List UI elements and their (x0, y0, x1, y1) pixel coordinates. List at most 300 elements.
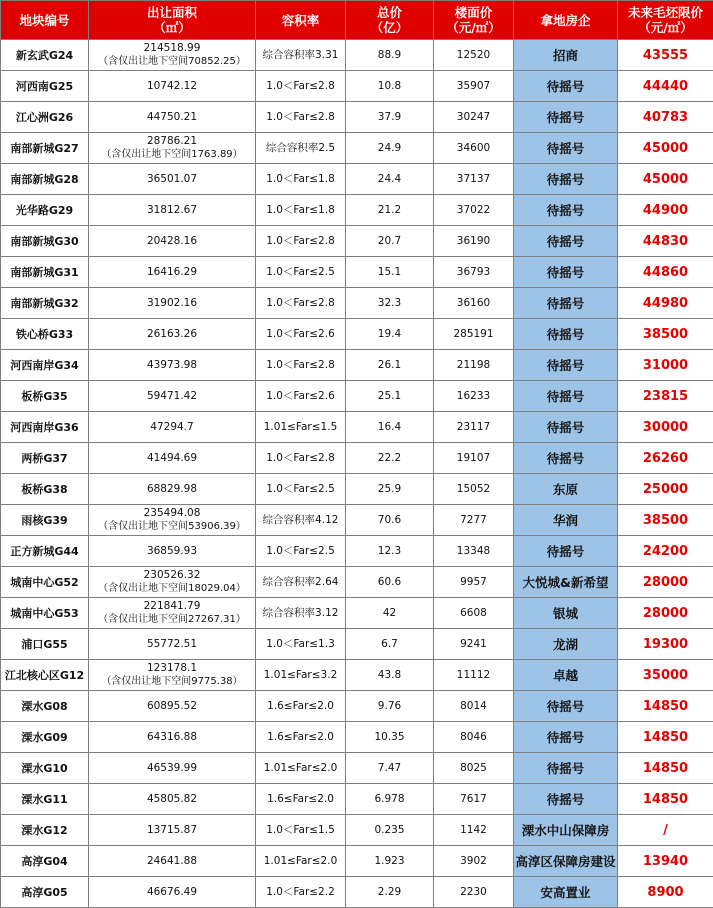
limit-price-cell-value: 28000 (643, 575, 688, 590)
total-price-cell-value: 37.9 (378, 111, 401, 123)
far-cell-value: 综合容积率3.31 (263, 49, 339, 61)
floor-price-cell (434, 71, 514, 102)
area-note: （含仅出让地下空间9775.38） (89, 675, 255, 688)
area-cell (89, 40, 256, 71)
developer-cell-value: 华润 (553, 513, 578, 528)
area-note: （含仅出让地下空间18029.04） (89, 582, 255, 595)
area-cell-value: 64316.88 (147, 731, 197, 743)
floor-price-cell (434, 815, 514, 846)
limit-price-cell-value: 19300 (643, 637, 688, 652)
limit-price-cell-value: 26260 (643, 451, 688, 466)
area-cell (89, 722, 256, 753)
floor-price-cell (434, 474, 514, 505)
total-price-cell (346, 598, 434, 629)
area-cell-value: 24641.88 (147, 855, 197, 867)
plot-cell-value: 南部新城G28 (10, 173, 78, 186)
table-row (1, 474, 713, 505)
area-cell-value: 36859.93 (147, 545, 197, 557)
total-price-cell (346, 381, 434, 412)
total-price-cell (346, 815, 434, 846)
area-cell-value: 20428.16 (147, 235, 197, 247)
plot-cell (1, 319, 89, 350)
plot-cell-value: 高淳G04 (21, 855, 67, 868)
far-cell (256, 288, 346, 319)
floor-price-cell (434, 133, 514, 164)
floor-price-cell-value: 8046 (460, 731, 487, 743)
far-cell (256, 133, 346, 164)
plot-cell-value: 板桥G38 (21, 483, 67, 496)
table-row (1, 753, 713, 784)
total-price-cell-value: 21.2 (378, 204, 401, 216)
developer-cell-value: 龙湖 (553, 637, 578, 652)
plot-cell (1, 350, 89, 381)
floor-price-cell (434, 226, 514, 257)
limit-price-cell (618, 784, 713, 815)
floor-price-cell-value: 7617 (460, 793, 487, 805)
total-price-cell-value: 15.1 (378, 266, 401, 278)
far-cell-value: 1.01≤Far≤2.0 (264, 762, 338, 774)
area-cell (89, 412, 256, 443)
far-cell (256, 784, 346, 815)
header-area (89, 1, 256, 40)
floor-price-cell-value: 36160 (457, 297, 490, 309)
area-cell (89, 505, 256, 536)
plot-cell (1, 815, 89, 846)
developer-cell (514, 815, 618, 846)
far-cell (256, 412, 346, 443)
table-row (1, 567, 713, 598)
limit-price-cell (618, 412, 713, 443)
total-price-cell-value: 43.8 (378, 669, 401, 681)
developer-cell (514, 722, 618, 753)
area-cell-value: 45805.82 (147, 793, 197, 805)
floor-price-cell-value: 37022 (457, 204, 490, 216)
developer-cell-value: 待摇号 (547, 451, 585, 466)
far-cell (256, 815, 346, 846)
floor-price-cell-value: 34600 (457, 142, 490, 154)
developer-cell-value: 待摇号 (547, 792, 585, 807)
header-label: 地块编号 (19, 13, 69, 28)
total-price-cell-value: 6.7 (381, 638, 398, 650)
limit-price-cell (618, 40, 713, 71)
total-price-cell (346, 195, 434, 226)
total-price-cell-value: 10.8 (378, 80, 401, 92)
plot-cell-value: 南部新城G31 (10, 266, 78, 279)
total-price-cell-value: 2.29 (378, 886, 401, 898)
floor-price-cell (434, 722, 514, 753)
plot-cell (1, 660, 89, 691)
plot-cell-value: 南部新城G27 (10, 142, 78, 155)
table-row (1, 412, 713, 443)
floor-price-cell (434, 195, 514, 226)
far-cell-value: 1.01≤Far≤3.2 (264, 669, 338, 681)
floor-price-cell (434, 443, 514, 474)
developer-cell (514, 629, 618, 660)
developer-cell (514, 660, 618, 691)
total-price-cell (346, 443, 434, 474)
floor-price-cell (434, 381, 514, 412)
plot-cell-value: 城南中心G53 (10, 607, 78, 620)
developer-cell (514, 505, 618, 536)
total-price-cell (346, 722, 434, 753)
developer-cell-value: 待摇号 (547, 296, 585, 311)
far-cell (256, 195, 346, 226)
developer-cell (514, 784, 618, 815)
area-cell-value: 31812.67 (147, 204, 197, 216)
limit-price-cell-value: 8900 (647, 885, 683, 900)
far-cell-value: 1.0＜Far≤2.6 (266, 390, 335, 402)
floor-price-cell (434, 505, 514, 536)
limit-price-cell (618, 195, 713, 226)
limit-price-cell-value: 30000 (643, 420, 688, 435)
table-body (1, 40, 713, 908)
header-unit: （元/㎡） (446, 20, 501, 35)
plot-cell (1, 567, 89, 598)
limit-price-cell (618, 226, 713, 257)
floor-price-cell (434, 660, 514, 691)
floor-price-cell-value: 36793 (457, 266, 490, 278)
total-price-cell-value: 9.76 (378, 700, 401, 712)
floor-price-cell (434, 598, 514, 629)
plot-cell (1, 877, 89, 908)
area-cell (89, 381, 256, 412)
plot-cell-value: 河西南岸G34 (10, 359, 78, 372)
floor-price-cell (434, 691, 514, 722)
area-cell (89, 319, 256, 350)
total-price-cell (346, 71, 434, 102)
plot-cell (1, 257, 89, 288)
far-cell (256, 753, 346, 784)
plot-cell-value: 溧水G11 (21, 793, 67, 806)
limit-price-cell (618, 753, 713, 784)
area-cell (89, 536, 256, 567)
table-row (1, 40, 713, 71)
header-label: 总价 (377, 5, 402, 20)
limit-price-cell (618, 660, 713, 691)
area-cell (89, 784, 256, 815)
floor-price-cell (434, 257, 514, 288)
floor-price-cell (434, 536, 514, 567)
table-row (1, 815, 713, 846)
developer-cell (514, 71, 618, 102)
header-row (1, 1, 713, 40)
floor-price-cell-value: 23117 (457, 421, 490, 433)
area-note: （含仅出让地下空间27267.31） (89, 613, 255, 626)
limit-price-cell-value: 14850 (643, 761, 688, 776)
plot-cell (1, 381, 89, 412)
area-cell (89, 567, 256, 598)
plot-cell-value: 南部新城G32 (10, 297, 78, 310)
table-row (1, 536, 713, 567)
table-row (1, 381, 713, 412)
total-price-cell (346, 257, 434, 288)
plot-cell (1, 598, 89, 629)
limit-price-cell (618, 877, 713, 908)
area-cell (89, 877, 256, 908)
limit-price-cell (618, 319, 713, 350)
header-far (256, 1, 346, 40)
area-cell-value: 13715.87 (147, 824, 197, 836)
area-cell (89, 691, 256, 722)
total-price-cell (346, 784, 434, 815)
far-cell-value: 1.0＜Far≤2.8 (266, 80, 335, 92)
header-label: 容积率 (282, 13, 320, 28)
limit-price-cell-value: 44830 (643, 234, 688, 249)
area-cell-value: 46539.99 (147, 762, 197, 774)
limit-price-cell-value: 13940 (643, 854, 688, 869)
area-cell-value: 10742.12 (147, 80, 197, 92)
header-plot (1, 1, 89, 40)
developer-cell-value: 银城 (553, 606, 578, 621)
floor-price-cell-value: 13348 (457, 545, 490, 557)
area-cell-value: 31902.16 (147, 297, 197, 309)
developer-cell-value: 待摇号 (547, 730, 585, 745)
area-cell (89, 226, 256, 257)
total-price-cell (346, 350, 434, 381)
area-cell-value: 214518.99 (144, 42, 201, 54)
limit-price-cell (618, 474, 713, 505)
total-price-cell (346, 846, 434, 877)
plot-cell-value: 江心洲G26 (16, 111, 73, 124)
limit-price-cell (618, 133, 713, 164)
far-cell (256, 474, 346, 505)
far-cell (256, 226, 346, 257)
floor-price-cell (434, 319, 514, 350)
floor-price-cell (434, 164, 514, 195)
total-price-cell-value: 10.35 (374, 731, 404, 743)
floor-price-cell-value: 15052 (457, 483, 490, 495)
total-price-cell-value: 24.9 (378, 142, 401, 154)
area-cell (89, 753, 256, 784)
limit-price-cell (618, 815, 713, 846)
developer-cell (514, 257, 618, 288)
header-unit: （元/㎡） (638, 20, 693, 35)
total-price-cell (346, 319, 434, 350)
floor-price-cell-value: 9241 (460, 638, 487, 650)
total-price-cell (346, 226, 434, 257)
developer-cell (514, 319, 618, 350)
limit-price-cell (618, 443, 713, 474)
far-cell-value: 1.0＜Far≤2.8 (266, 452, 335, 464)
total-price-cell (346, 102, 434, 133)
area-cell (89, 350, 256, 381)
developer-cell-value: 待摇号 (547, 141, 585, 156)
far-cell-value: 1.0＜Far≤2.8 (266, 359, 335, 371)
area-cell (89, 288, 256, 319)
developer-cell (514, 102, 618, 133)
floor-price-cell-value: 12520 (457, 49, 490, 61)
area-cell-value: 68829.98 (147, 483, 197, 495)
developer-cell-value: 待摇号 (547, 265, 585, 280)
plot-cell (1, 784, 89, 815)
total-price-cell (346, 753, 434, 784)
limit-price-cell-value: 35000 (643, 668, 688, 683)
developer-cell-value: 安高置业 (540, 885, 590, 900)
plot-cell-value: 南部新城G30 (10, 235, 78, 248)
area-cell-value: 26163.26 (147, 328, 197, 340)
plot-cell-value: 板桥G35 (21, 390, 67, 403)
limit-price-cell-value: 45000 (643, 172, 688, 187)
total-price-cell (346, 536, 434, 567)
developer-cell (514, 846, 618, 877)
far-cell-value: 综合容积率4.12 (263, 514, 339, 526)
total-price-cell-value: 24.4 (378, 173, 401, 185)
area-cell (89, 815, 256, 846)
limit-price-cell (618, 350, 713, 381)
area-cell (89, 443, 256, 474)
area-cell (89, 133, 256, 164)
developer-cell-value: 待摇号 (547, 327, 585, 342)
limit-price-cell-value: 40783 (643, 110, 688, 125)
plot-cell-value: 两桥G37 (21, 452, 67, 465)
far-cell-value: 1.0＜Far≤2.5 (266, 266, 335, 278)
far-cell (256, 102, 346, 133)
total-price-cell-value: 88.9 (378, 49, 401, 61)
plot-cell (1, 102, 89, 133)
far-cell-value: 1.0＜Far≤2.2 (266, 886, 335, 898)
far-cell-value: 1.0＜Far≤2.5 (266, 545, 335, 557)
table-row (1, 846, 713, 877)
table-row (1, 102, 713, 133)
limit-price-cell (618, 381, 713, 412)
floor-price-cell (434, 350, 514, 381)
limit-price-cell-value: 24200 (643, 544, 688, 559)
total-price-cell-value: 19.4 (378, 328, 401, 340)
area-cell (89, 164, 256, 195)
floor-price-cell (434, 877, 514, 908)
developer-cell-value: 待摇号 (547, 699, 585, 714)
area-cell-value: 59471.42 (147, 390, 197, 402)
plot-cell (1, 846, 89, 877)
developer-cell (514, 443, 618, 474)
developer-cell (514, 164, 618, 195)
limit-price-cell (618, 164, 713, 195)
far-cell (256, 350, 346, 381)
area-note: （含仅出让地下空间53906.39） (89, 520, 255, 533)
limit-price-cell-value: 38500 (643, 513, 688, 528)
far-cell (256, 536, 346, 567)
floor-price-cell-value: 2230 (460, 886, 487, 898)
table-row (1, 629, 713, 660)
developer-cell (514, 753, 618, 784)
plot-cell (1, 443, 89, 474)
limit-price-cell-value: 44440 (643, 79, 688, 94)
area-cell (89, 195, 256, 226)
developer-cell-value: 待摇号 (547, 389, 585, 404)
total-price-cell (346, 660, 434, 691)
developer-cell (514, 133, 618, 164)
developer-cell-value: 待摇号 (547, 203, 585, 218)
header-label: 未来毛坯限价 (628, 5, 703, 20)
far-cell-value: 1.01≤Far≤1.5 (264, 421, 338, 433)
far-cell-value: 1.0＜Far≤2.5 (266, 483, 335, 495)
far-cell (256, 257, 346, 288)
area-cell (89, 598, 256, 629)
header-floor-price (434, 1, 514, 40)
plot-cell (1, 753, 89, 784)
developer-cell (514, 40, 618, 71)
far-cell (256, 846, 346, 877)
total-price-cell-value: 32.3 (378, 297, 401, 309)
table-row (1, 133, 713, 164)
far-cell (256, 629, 346, 660)
total-price-cell-value: 60.6 (378, 576, 401, 588)
floor-price-cell-value: 1142 (460, 824, 487, 836)
limit-price-cell-value: 44900 (643, 203, 688, 218)
developer-cell-value: 待摇号 (547, 544, 585, 559)
total-price-cell-value: 20.7 (378, 235, 401, 247)
developer-cell (514, 412, 618, 443)
far-cell (256, 40, 346, 71)
far-cell-value: 1.01≤Far≤2.0 (264, 855, 338, 867)
floor-price-cell-value: 3902 (460, 855, 487, 867)
area-cell-value: 44750.21 (147, 111, 197, 123)
developer-cell-value: 溧水中山保障房 (522, 823, 610, 838)
total-price-cell (346, 133, 434, 164)
far-cell-value: 1.0＜Far≤2.8 (266, 111, 335, 123)
header-total (346, 1, 434, 40)
floor-price-cell-value: 285191 (453, 328, 493, 340)
floor-price-cell (434, 288, 514, 319)
developer-cell-value: 待摇号 (547, 358, 585, 373)
plot-cell-value: 正方新城G44 (10, 545, 78, 558)
table-row (1, 722, 713, 753)
far-cell (256, 598, 346, 629)
plot-cell (1, 505, 89, 536)
far-cell-value: 1.0＜Far≤2.6 (266, 328, 335, 340)
limit-price-cell-value: 44980 (643, 296, 688, 311)
header-label: 拿地房企 (540, 13, 590, 28)
area-cell (89, 660, 256, 691)
far-cell (256, 567, 346, 598)
far-cell-value: 1.6≤Far≤2.0 (267, 793, 334, 805)
table-row (1, 660, 713, 691)
area-cell (89, 474, 256, 505)
developer-cell (514, 474, 618, 505)
limit-price-cell (618, 102, 713, 133)
limit-price-cell-value: 25000 (643, 482, 688, 497)
limit-price-cell-value: 43555 (643, 48, 688, 63)
developer-cell-value: 待摇号 (547, 172, 585, 187)
plot-cell (1, 722, 89, 753)
far-cell (256, 877, 346, 908)
limit-price-cell-value: 14850 (643, 792, 688, 807)
area-cell-value: 235494.08 (144, 507, 201, 519)
floor-price-cell (434, 753, 514, 784)
total-price-cell-value: 12.3 (378, 545, 401, 557)
total-price-cell-value: 25.1 (378, 390, 401, 402)
developer-cell-value: 待摇号 (547, 761, 585, 776)
limit-price-cell (618, 567, 713, 598)
total-price-cell (346, 412, 434, 443)
far-cell-value: 1.0＜Far≤2.8 (266, 235, 335, 247)
area-cell-value: 41494.69 (147, 452, 197, 464)
plot-cell-value: 溧水G08 (21, 700, 67, 713)
area-cell-value: 47294.7 (150, 421, 193, 433)
header-label: 出让面积 (147, 5, 197, 20)
table-row (1, 257, 713, 288)
limit-price-cell-value: 14850 (643, 730, 688, 745)
developer-cell (514, 226, 618, 257)
total-price-cell-value: 6.978 (374, 793, 404, 805)
limit-price-cell-value: 23815 (643, 389, 688, 404)
floor-price-cell-value: 11112 (457, 669, 490, 681)
limit-price-cell (618, 536, 713, 567)
far-cell (256, 660, 346, 691)
header-unit: （亿） (371, 20, 409, 35)
total-price-cell (346, 288, 434, 319)
floor-price-cell (434, 846, 514, 877)
